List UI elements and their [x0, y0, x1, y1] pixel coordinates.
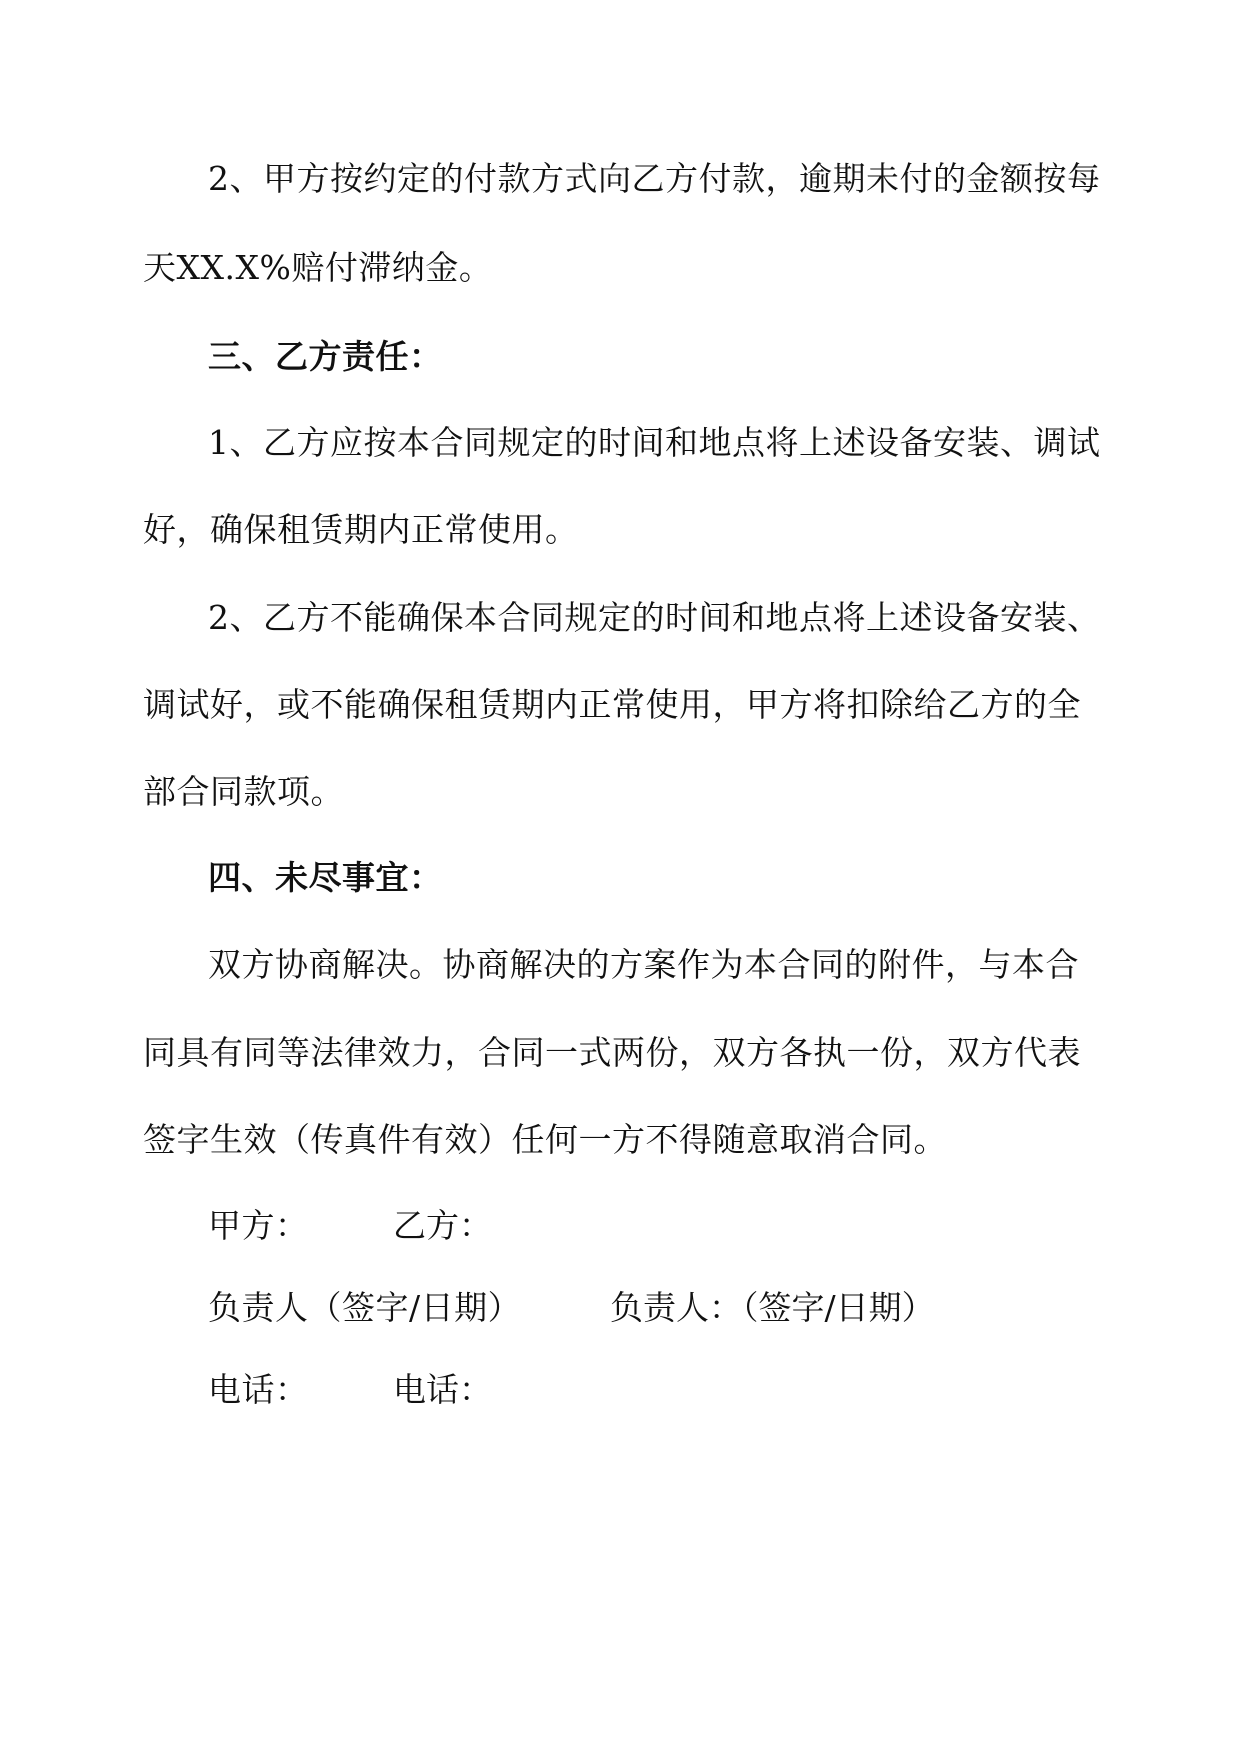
section-3-item-1-line-2: 好，确保租赁期内正常使用。 [143, 510, 579, 549]
section-3-item-1-line-1: 1、乙方应按本合同规定的时间和地点将上述设备安装、调试 [208, 423, 1101, 462]
section-4-heading: 四、未尽事宜： [208, 858, 443, 897]
party-b-responsible: 负责人：（签字/日期） [610, 1288, 935, 1327]
section-4-line-2: 同具有同等法律效力，合同一式两份，双方各执一份，双方代表 [143, 1033, 1081, 1072]
section-4-line-3: 签字生效（传真件有效）任何一方不得随意取消合同。 [143, 1120, 947, 1159]
party-a-responsible: 负责人（签字/日期） [208, 1288, 522, 1327]
section-3-heading: 三、乙方责任： [208, 337, 443, 376]
party-a-phone: 电话： [208, 1370, 309, 1409]
party-b-phone: 电话： [393, 1370, 492, 1409]
clause-2-line-1: 2、甲方按约定的付款方式向乙方付款，逾期未付的金额按每 [208, 159, 1101, 198]
party-b-label: 乙方： [393, 1206, 492, 1245]
section-3-item-2-line-1: 2、乙方不能确保本合同规定的时间和地点将上述设备安装、 [208, 598, 1101, 637]
section-3-item-2-line-3: 部合同款项。 [143, 772, 344, 811]
section-4-line-1: 双方协商解决。协商解决的方案作为本合同的附件，与本合 [208, 945, 1079, 984]
clause-2-line-2: 天XX.X%赔付滞纳金。 [143, 248, 493, 287]
party-a-label: 甲方： [208, 1206, 309, 1245]
section-3-item-2-line-2: 调试好，或不能确保租赁期内正常使用，甲方将扣除给乙方的全 [143, 685, 1081, 724]
